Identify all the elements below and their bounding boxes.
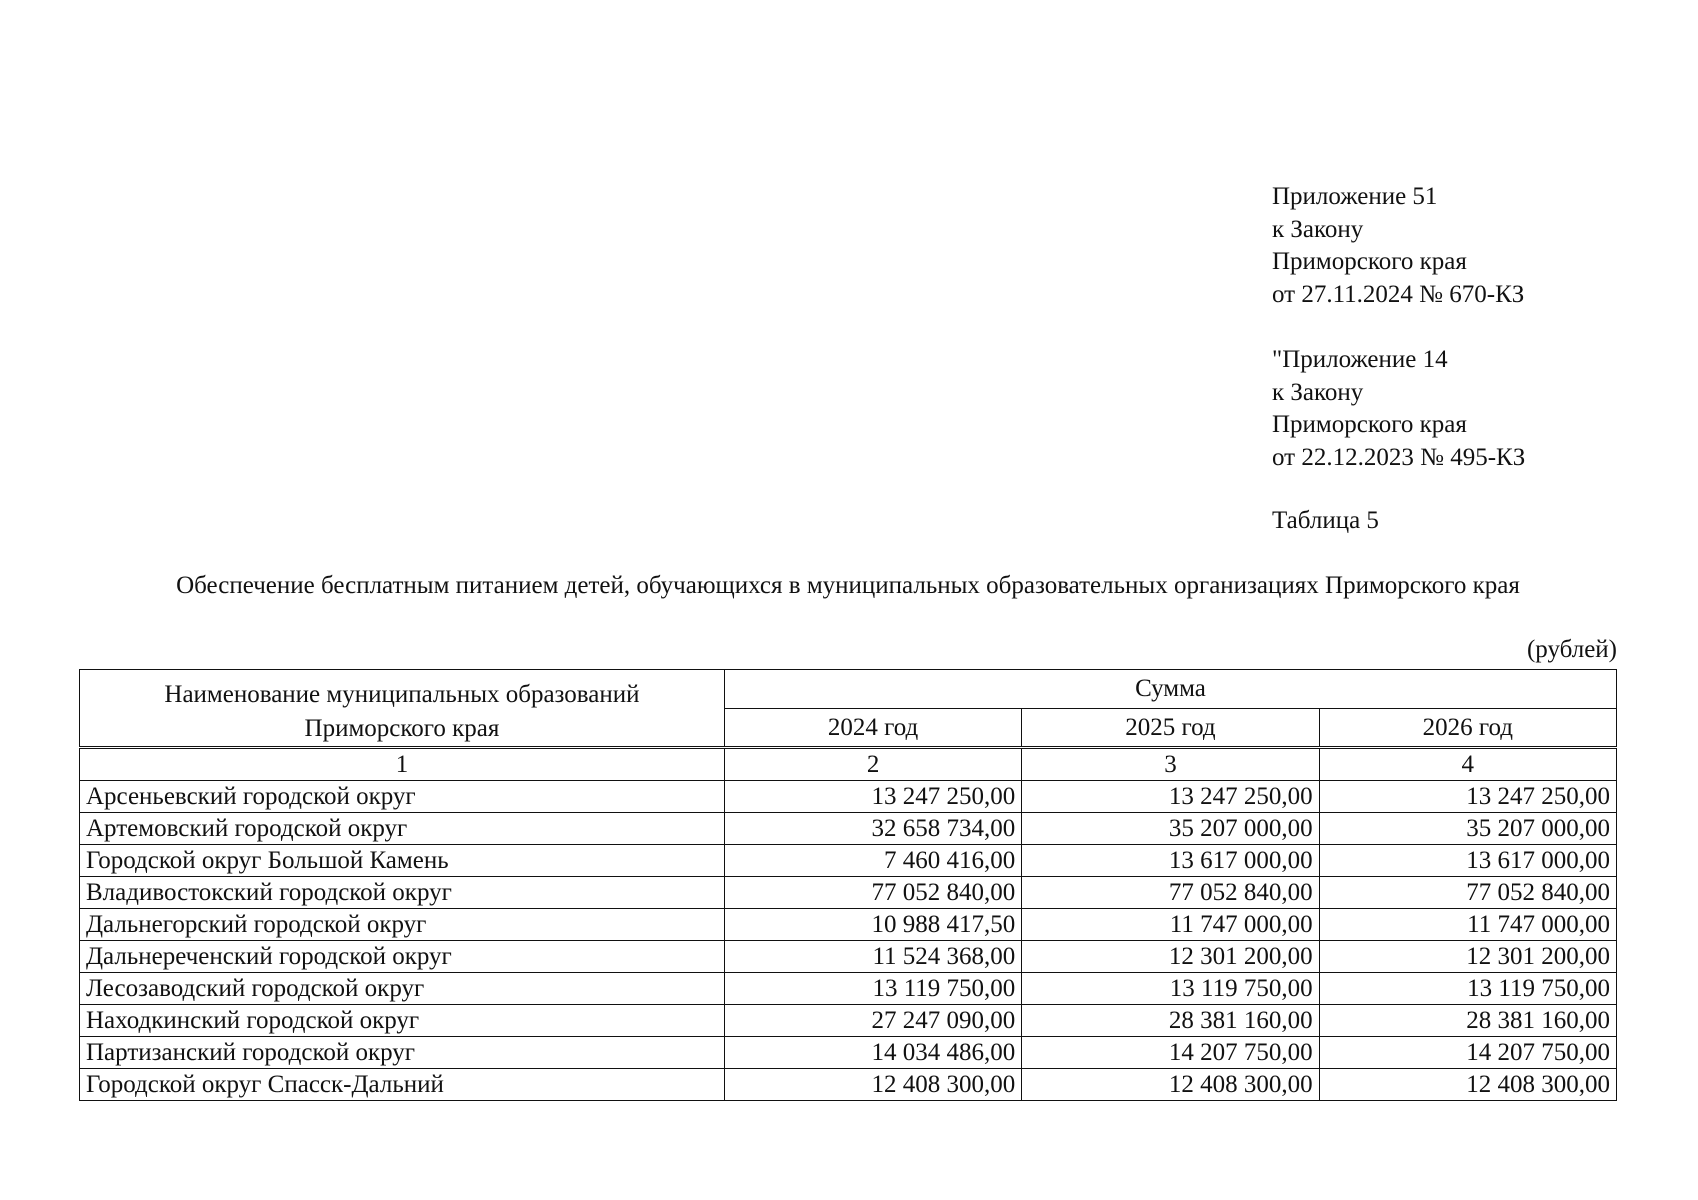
municipality-name-cell: Артемовский городской округ — [80, 813, 725, 845]
header-year-2025: 2025 год — [1022, 709, 1319, 748]
appendix-original-reference — [1272, 344, 1525, 474]
amount-2026-cell: 28 381 160,00 — [1319, 1005, 1616, 1037]
table-row — [80, 781, 1617, 813]
municipality-name-cell: Дальнегорский городской округ — [80, 909, 725, 941]
column-index-row — [80, 748, 1617, 781]
appendix-current-line: от 27.11.2024 № 670-КЗ — [1272, 280, 1525, 308]
document-title: Обеспечение бесплатным питанием детей, обучающихся в муниципальных образовательных организациях Приморского края — [176, 572, 1520, 599]
column-index: 1 — [80, 748, 725, 781]
municipality-name-cell: Арсеньевский городской округ — [80, 781, 725, 813]
table-label: Таблица 5 — [1272, 507, 1379, 534]
appendix-current-line: к Закону — [1272, 215, 1364, 243]
appendix-original-line: от 22.12.2023 № 495-КЗ — [1272, 443, 1526, 471]
column-index: 4 — [1319, 748, 1616, 781]
table-row — [80, 813, 1617, 845]
amount-2026-cell: 13 247 250,00 — [1319, 781, 1616, 813]
amount-2026-cell: 11 747 000,00 — [1319, 909, 1616, 941]
amount-2026-cell: 35 207 000,00 — [1319, 813, 1616, 845]
header-municipality-line: Приморского края — [304, 715, 500, 742]
appendix-current-line: Приложение 51 — [1272, 183, 1438, 210]
amount-2026-cell: 13 119 750,00 — [1319, 973, 1616, 1005]
amount-2025-cell: 28 381 160,00 — [1022, 1005, 1319, 1037]
amount-2026-cell: 14 207 750,00 — [1319, 1037, 1616, 1069]
amount-2025-cell: 11 747 000,00 — [1022, 909, 1319, 941]
column-index: 3 — [1022, 748, 1319, 781]
table-row — [80, 941, 1617, 973]
municipality-name-cell: Городской округ Большой Камень — [80, 845, 725, 877]
table-body — [80, 748, 1617, 1101]
amount-2024-cell: 13 119 750,00 — [724, 973, 1021, 1005]
amount-2025-cell: 13 247 250,00 — [1022, 781, 1319, 813]
table-row — [80, 909, 1617, 941]
funding-table — [79, 669, 1617, 1101]
amount-2024-cell: 27 247 090,00 — [724, 1005, 1021, 1037]
header-sum: Сумма — [724, 670, 1616, 709]
amount-2024-cell: 12 408 300,00 — [724, 1069, 1021, 1101]
table-row — [80, 1069, 1617, 1101]
table-row — [80, 1005, 1617, 1037]
appendix-original-line: Приморского края — [1272, 411, 1467, 438]
municipality-name-cell: Дальнереченский городской округ — [80, 941, 725, 973]
amount-2026-cell: 77 052 840,00 — [1319, 877, 1616, 909]
municipality-name-cell: Находкинский городской округ — [80, 1005, 725, 1037]
amount-2024-cell: 32 658 734,00 — [724, 813, 1021, 845]
amount-2024-cell: 7 460 416,00 — [724, 845, 1021, 877]
units-label: (рублей) — [1526, 636, 1617, 663]
table-row — [80, 973, 1617, 1005]
amount-2024-cell: 14 034 486,00 — [724, 1037, 1021, 1069]
appendix-current-reference — [1272, 181, 1524, 311]
appendix-original-line: к Закону — [1272, 378, 1364, 406]
amount-2026-cell: 12 408 300,00 — [1319, 1069, 1616, 1101]
amount-2026-cell: 13 617 000,00 — [1319, 845, 1616, 877]
column-index: 2 — [724, 748, 1021, 781]
table-row — [80, 877, 1617, 909]
header-year-2026: 2026 год — [1319, 709, 1616, 748]
header-municipality — [80, 670, 725, 748]
amount-2025-cell: 77 052 840,00 — [1022, 877, 1319, 909]
amount-2025-cell: 12 408 300,00 — [1022, 1069, 1319, 1101]
amount-2024-cell: 11 524 368,00 — [724, 941, 1021, 973]
amount-2026-cell: 12 301 200,00 — [1319, 941, 1616, 973]
amount-2025-cell: 13 119 750,00 — [1022, 973, 1319, 1005]
amount-2025-cell: 14 207 750,00 — [1022, 1037, 1319, 1069]
municipality-name-cell: Лесозаводский городской округ — [80, 973, 725, 1005]
amount-2024-cell: 77 052 840,00 — [724, 877, 1021, 909]
amount-2025-cell: 13 617 000,00 — [1022, 845, 1319, 877]
header-year-2024: 2024 год — [724, 709, 1021, 748]
appendix-current-line: Приморского края — [1272, 248, 1467, 275]
municipality-name-cell: Владивостокский городской округ — [80, 877, 725, 909]
table-row — [80, 845, 1617, 877]
header-municipality-line: Наименование муниципальных образований — [164, 681, 640, 708]
amount-2024-cell: 10 988 417,50 — [724, 909, 1021, 941]
appendix-original-line: "Приложение 14 — [1272, 346, 1448, 373]
municipality-name-cell: Городской округ Спасск-Дальний — [80, 1069, 725, 1101]
amount-2025-cell: 12 301 200,00 — [1022, 941, 1319, 973]
municipality-name-cell: Партизанский городской округ — [80, 1037, 725, 1069]
amount-2025-cell: 35 207 000,00 — [1022, 813, 1319, 845]
table-row — [80, 1037, 1617, 1069]
amount-2024-cell: 13 247 250,00 — [724, 781, 1021, 813]
